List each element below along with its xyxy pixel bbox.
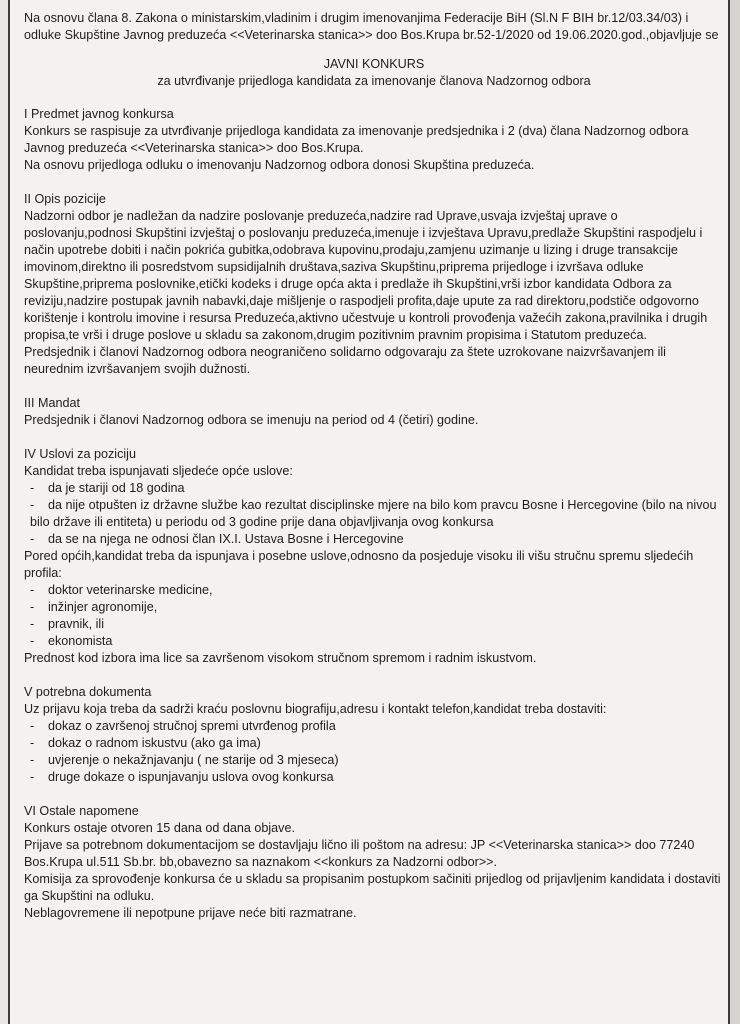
section-paragraph: Konkurs se raspisuje za utvrđivanje prijedloga kandidata za imenovanje predsjednika i 2 (dva) člana Nadzornog odbora Javnog preduzeća <<Veterinarska stanica>> doo Bos.Krupa. xyxy=(24,124,689,155)
section-heading: I Predmet javnog konkursa xyxy=(24,107,174,121)
section-paragraph: Komisija za sprovođenje konkursa će u skladu sa propisanim postupkom sačiniti prijedlog od prijavljenim kandidata i dostaviti ga Skupštini na odluku. xyxy=(24,872,721,903)
section-mandate xyxy=(24,395,724,429)
notice-body xyxy=(24,10,724,939)
page-edge xyxy=(730,0,740,1024)
section-paragraph: Predsjednik i članovi Nadzornog odbora se imenuju na period od 4 (četiri) godine. xyxy=(24,413,479,427)
documents-list xyxy=(24,718,724,786)
section-paragraph: Neblagovremene ili nepotpune prijave neće biti razmatrane. xyxy=(24,906,357,920)
section-conditions xyxy=(24,446,724,667)
list-item: - da je stariji od 18 godina xyxy=(30,481,185,495)
section-paragraph: Uz prijavu koja treba da sadrži kraću poslovnu biografiju,adresu i kontakt telefon,kandidat treba dostaviti: xyxy=(24,702,607,716)
list-item: - ekonomista xyxy=(30,634,113,648)
section-paragraph: Pored općih,kandidat treba da ispunjava i posebne uslove,odnosno da posjeduje visoku ili višu stručnu spremu sljedećih profila: xyxy=(24,549,694,580)
intro-paragraph: Na osnovu člana 8. Zakona o ministarskim,vladinim i drugim imenovanjima Federacije BiH (Sl.N F BIH br.12/03.34/03) i odluke Skupštine Javnog preduzeća <<Veterinarska stanica>> doo Bos.Krupa br.52-1/2020 od 19.06.2020.god.,objavljuje se xyxy=(24,11,719,42)
newspaper-page xyxy=(8,0,730,1024)
list-item: - druge dokaze o ispunjavanju uslova ovog konkursa xyxy=(30,770,334,784)
section-heading: VI Ostale napomene xyxy=(24,804,139,818)
section-paragraph: Prijave sa potrebnom dokumentacijom se dostavljaju lično ili poštom na adresu: JP <<Veterinarska stanica>> doo 77240 Bos.Krupa ul.511 Sb.br. bb,obavezno sa naznakom <<konkurs za Nadzorni odbor>>. xyxy=(24,838,695,869)
list-item: - dokaz o završenoj stručnoj spremi utvrđenog profila xyxy=(30,719,336,733)
section-paragraph: Predsjednik i članovi Nadzornog odbora neograničeno solidarno odgovaraju za štete uzrokovane naizvršavanjem ili neurednim izvršavanjem svojih dužnosti. xyxy=(24,345,666,376)
section-paragraph: Na osnovu prijedloga odluku o imenovanju Nadzornog odbora donosi Skupština preduzeća. xyxy=(24,158,535,172)
section-documents xyxy=(24,684,724,786)
section-other-notes xyxy=(24,803,724,922)
list-item: - pravnik, ili xyxy=(30,617,104,631)
list-item: - uvjerenje o nekažnjavanju ( ne starije od 3 mjeseca) xyxy=(30,753,339,767)
list-item: - doktor veterinarske medicine, xyxy=(30,583,213,597)
notice-title: JAVNI KONKURS xyxy=(323,57,425,71)
section-heading: II Opis pozicije xyxy=(24,192,106,206)
section-paragraph: Prednost kod izbora ima lice sa završenom visokom stručnom spremom i radnim iskustvom. xyxy=(24,651,537,665)
section-subject xyxy=(24,106,724,174)
list-item: - da se na njega ne odnosi član IX.I. Ustava Bosne i Hercegovine xyxy=(30,532,404,546)
list-item: - dokaz o radnom iskustvu (ako ga ima) xyxy=(30,736,261,750)
section-heading: III Mandat xyxy=(24,396,81,410)
section-position-description xyxy=(24,191,724,378)
section-paragraph: Konkurs ostaje otvoren 15 dana od dana objave. xyxy=(24,821,295,835)
section-heading: V potrebna dokumenta xyxy=(24,685,152,699)
general-conditions-list xyxy=(24,480,724,548)
section-heading: IV Uslovi za poziciju xyxy=(24,447,136,461)
section-paragraph: Kandidat treba ispunjavati sljedeće opće uslove: xyxy=(24,464,293,478)
profiles-list xyxy=(24,582,724,650)
list-item: - inžinjer agronomije, xyxy=(30,600,158,614)
notice-subtitle: za utvrđivanje prijedloga kandidata za imenovanje članova Nadzornog odbora xyxy=(157,74,591,88)
section-paragraph: Nadzorni odbor je nadležan da nadzire poslovanje preduzeća,nadzire rad Uprave,usvaja izvještaj uprave o poslovanju,podnosi Skupštini izvještaj o poslovanju preduzeća,imenuje i izvještava Upravu,predlaže Skupštini raspodjelu i način upotrebe dobiti i način pokrića gubitka,odobrava kupovinu,prodaju,zamjenu uzimanje u lizing i druge transakcije imovinom,direktno ili posredstvom supsidijalnih društava,saziva Skupštinu,priprema prijedloge i izvršava odluke Skupštine,pripremа poslovnike,etički kodeks i druge opća akta i predlaže ih Skupštini,vrši izbor kandidata Odbora za reviziju,nadzire postupak javnih nabavki,daje mišljenje o raspodjeli profita,daje upute za rad direktoru,podstiče odgovorno korištenje i kontrolu imovine i resursa Preduzeća,aktivno učestvuje u kontroli provođenja važećih zakona,pravilnika i drugih propisa,te vrši i druge poslove u skladu sa zakonom,drugim pozitivnim pravnim propisima i Statutom preduzeća. xyxy=(24,209,708,342)
list-item: - da nije otpušten iz državne službe kao rezultat disciplinske mjere na bilo kom pravcu Bosne i Hercegovine (bilo na nivou bilo države ili entiteta) u periodu od 3 godine prije dana objavljivanja ovog konkursa xyxy=(30,498,717,529)
